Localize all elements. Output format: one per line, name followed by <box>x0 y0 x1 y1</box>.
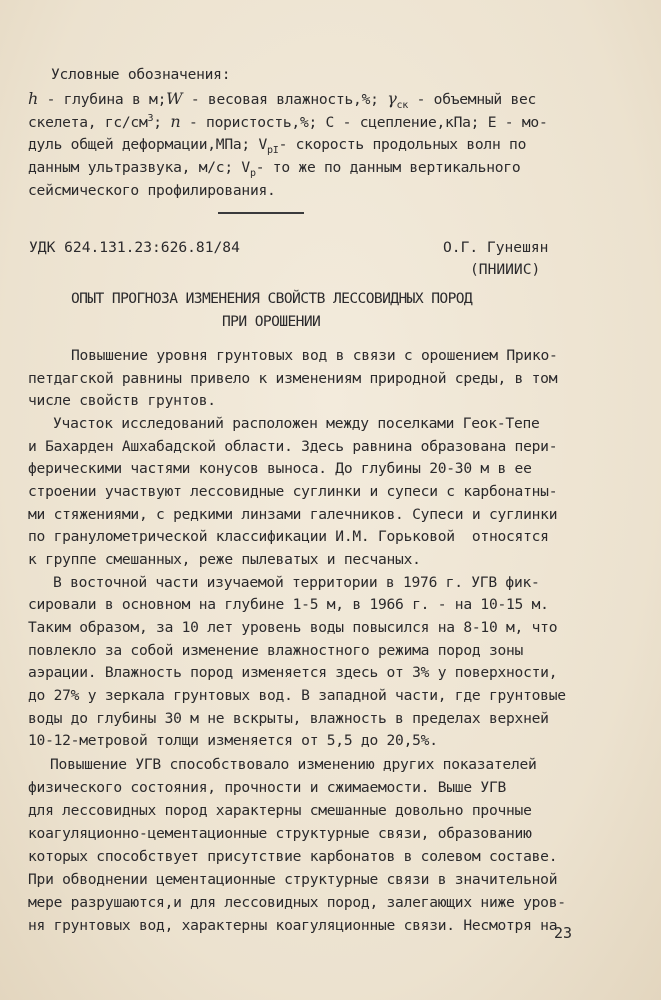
body-line: Повышение УГВ способствовало изменению других показателей <box>50 756 537 773</box>
body-line: строении участвуют лессовидные суглинки и супеси с карбонатны- <box>28 483 558 500</box>
body-line: Повышение уровня грунтовых вод в связи с орошением Прико- <box>71 347 558 364</box>
body-line: Таким образом, за 10 лет уровень воды повысился на 8-10 м, что <box>28 619 558 636</box>
legend-line-2: скелета, $гс/см^3$; n - пористость,%; С - сцепление,кПа; Е - мо- <box>28 112 548 131</box>
body-line: Участок исследований расположен между поселками Геок-Тепе <box>53 415 540 432</box>
body-line: воды до глубины 30 м не вскрыты, влажность в пределах верхней <box>28 710 549 727</box>
body-line: коагуляционно-цементационные структурные связи, образованию <box>28 825 532 842</box>
symbol-w: W <box>166 89 183 108</box>
article-title-line-1: ОПЫТ ПРОГНОЗА ИЗМЕНЕНИЯ СВОЙСТВ ЛЕССОВИДНЫХ ПОРОД <box>71 290 473 307</box>
body-line: аэрации. Влажность пород изменяется здесь от 3% у поверхности, <box>28 664 558 681</box>
subscript-p: p <box>249 167 256 179</box>
legend-line-5: сейсмического профилирования. <box>28 182 276 199</box>
symbol-n: n <box>170 112 181 131</box>
body-line: мере разрушаются,и для лессовидных пород, залегающих ниже уров- <box>28 894 566 911</box>
body-line: физического состояния, прочности и сжимаемости. Выше УГВ <box>28 779 507 796</box>
separator-rule <box>218 212 304 214</box>
subscript-ck: ск <box>396 99 409 111</box>
symbol-gamma: γ <box>387 89 397 108</box>
legend-heading: Условные обозначения: <box>51 66 231 83</box>
article-title-line-2: ПРИ ОРОШЕНИИ <box>222 313 321 330</box>
author-name: О.Г. Гунешян <box>443 239 549 256</box>
body-line: повлекло за собой изменение влажностного режима пород зоны <box>28 642 524 659</box>
udk-code: УДК 624.131.23:626.81/84 <box>29 239 240 256</box>
body-line: сировали в основном на глубине 1-5 м, в 1966 г. - на 10-15 м. <box>28 596 549 613</box>
body-line: ферическими частями конусов выноса. До глубины 20-30 м в ее <box>28 460 532 477</box>
superscript-3: 3 <box>147 113 154 125</box>
body-line: до 27% у зеркала грунтовых вод. В западной части, где грунтовые <box>28 687 566 704</box>
body-line: 10-12-метровой толщи изменяется от 5,5 до 20,5%. <box>28 732 438 749</box>
body-line: ня грунтовых вод, характерны коагуляционные связи. Несмотря на <box>28 917 558 934</box>
body-line: для лессовидных пород характерны смешанные довольно прочные <box>28 802 532 819</box>
body-line: При обводнении цементационные структурные связи в значительной <box>28 871 558 888</box>
subscript-pi: pI <box>267 144 279 156</box>
body-line: и Бахарден Ашхабадской области. Здесь равнина образована пери- <box>28 438 558 455</box>
legend-line-3: дуль общей деформации,МПа; $V_{pI}-$ скорость продольных волн по <box>28 136 527 156</box>
author-affiliation: (ПНИИИС) <box>470 261 541 278</box>
symbol-h: h <box>28 89 39 108</box>
body-line: ми стяжениями, с редкими линзами галечников. Супеси и суглинки <box>28 506 558 523</box>
page-number: 23 <box>554 924 573 942</box>
body-line: В восточной части изучаемой территории в 1976 г. УГВ фик- <box>53 574 540 591</box>
legend-line-4: данным ультразвука, м/с; $V_p-$ то же по данным вертикального <box>28 159 521 179</box>
body-line: к группе смешанных, реже пылеватых и песчаных. <box>28 551 421 568</box>
body-line: по гранулометрической классификации И.М. Горьковой относятся <box>28 528 549 545</box>
body-line: которых способствует присутствие карбонатов в солевом составе. <box>28 848 558 865</box>
legend-line-1: h - глубина в м;W - весовая влажность,%; $\gamma_{ск}$ - объемный вес <box>28 89 537 111</box>
body-line: петдагской равнины привело к изменениям природной среды, в том <box>28 370 558 387</box>
body-line: числе свойств грунтов. <box>28 392 216 409</box>
